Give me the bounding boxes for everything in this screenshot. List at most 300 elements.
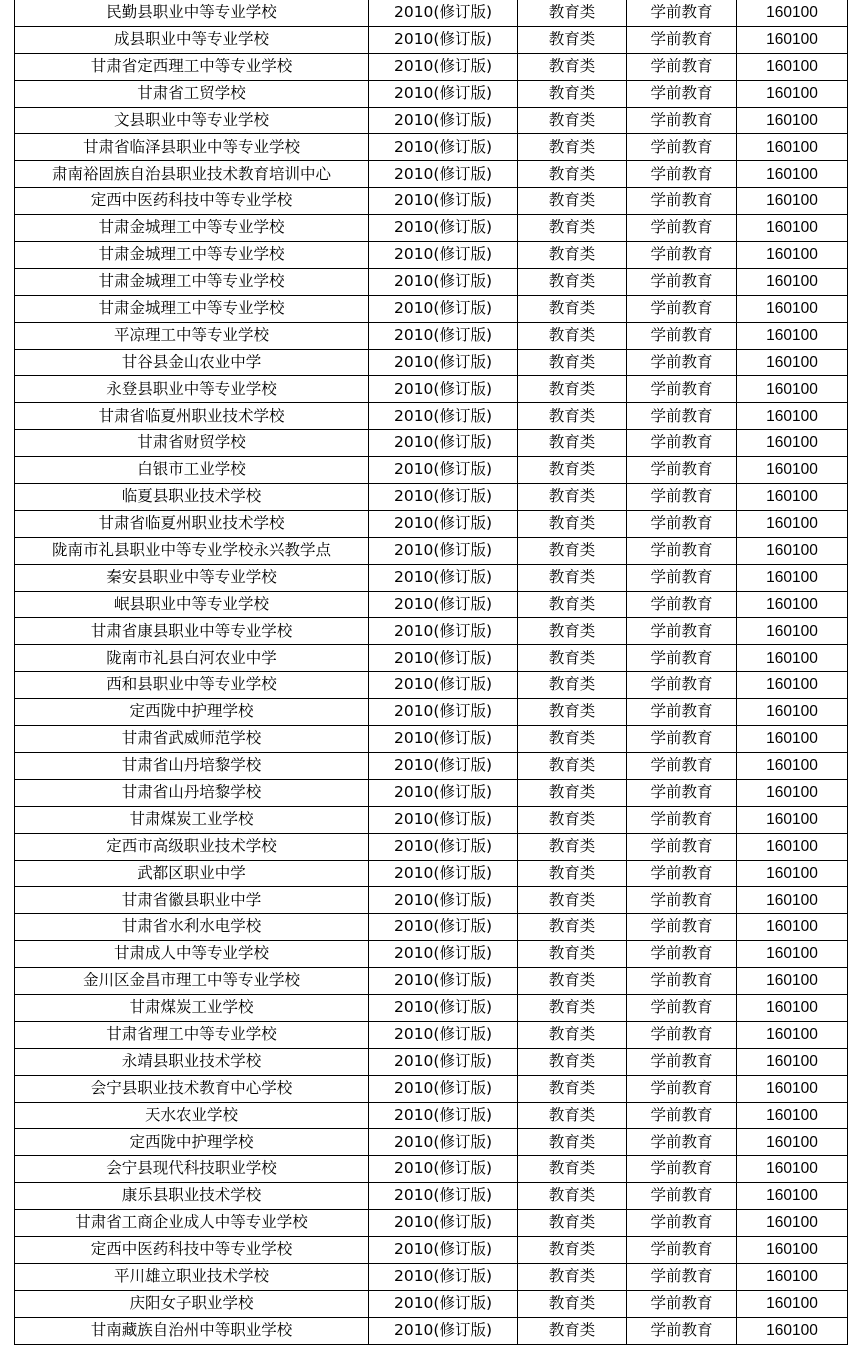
major-code-cell: 160100 xyxy=(737,726,848,753)
major-category-cell: 教育类 xyxy=(518,430,627,457)
school-name-cell: 定西陇中护理学校 xyxy=(15,699,369,726)
table-row xyxy=(15,1021,848,1048)
major-category-cell: 教育类 xyxy=(518,1129,627,1156)
major-name-cell: 学前教育 xyxy=(627,994,737,1021)
table-row xyxy=(15,1290,848,1317)
major-code-cell: 160100 xyxy=(737,1236,848,1263)
major-name-cell: 学前教育 xyxy=(627,833,737,860)
table-row xyxy=(15,941,848,968)
school-name-cell: 秦安县职业中等专业学校 xyxy=(15,564,369,591)
school-name-cell: 康乐县职业技术学校 xyxy=(15,1183,369,1210)
school-name-cell: 陇南市礼县白河农业中学 xyxy=(15,645,369,672)
major-category-cell: 教育类 xyxy=(518,618,627,645)
major-category-cell: 教育类 xyxy=(518,887,627,914)
major-code-cell: 160100 xyxy=(737,1290,848,1317)
major-code-cell: 160100 xyxy=(737,564,848,591)
major-name-cell: 学前教育 xyxy=(627,968,737,995)
table-row xyxy=(15,726,848,753)
major-code-cell: 160100 xyxy=(737,322,848,349)
table-row xyxy=(15,1102,848,1129)
major-code-cell: 160100 xyxy=(737,107,848,134)
major-category-cell: 教育类 xyxy=(518,268,627,295)
school-name-cell: 甘肃省工商企业成人中等专业学校 xyxy=(15,1210,369,1237)
school-name-cell: 甘谷县金山农业中学 xyxy=(15,349,369,376)
catalog-version-cell: 2010(修订版) xyxy=(369,887,518,914)
table-row xyxy=(15,457,848,484)
table-row xyxy=(15,1263,848,1290)
school-name-cell: 定西中医药科技中等专业学校 xyxy=(15,188,369,215)
major-code-cell: 160100 xyxy=(737,215,848,242)
catalog-version-cell: 2010(修订版) xyxy=(369,403,518,430)
table-row xyxy=(15,134,848,161)
major-name-cell: 学前教育 xyxy=(627,941,737,968)
school-name-cell: 金川区金昌市理工中等专业学校 xyxy=(15,968,369,995)
major-code-cell: 160100 xyxy=(737,53,848,80)
major-code-cell: 160100 xyxy=(737,26,848,53)
catalog-version-cell: 2010(修订版) xyxy=(369,242,518,269)
major-name-cell: 学前教育 xyxy=(627,618,737,645)
school-name-cell: 甘肃省临夏州职业技术学校 xyxy=(15,510,369,537)
school-name-cell: 甘肃省理工中等专业学校 xyxy=(15,1021,369,1048)
major-code-cell: 160100 xyxy=(737,1021,848,1048)
major-code-cell: 160100 xyxy=(737,618,848,645)
school-name-cell: 会宁县职业技术教育中心学校 xyxy=(15,1075,369,1102)
major-category-cell: 教育类 xyxy=(518,295,627,322)
major-code-cell: 160100 xyxy=(737,1210,848,1237)
major-code-cell: 160100 xyxy=(737,0,848,26)
catalog-version-cell: 2010(修订版) xyxy=(369,1156,518,1183)
major-category-cell: 教育类 xyxy=(518,457,627,484)
major-category-cell: 教育类 xyxy=(518,860,627,887)
catalog-version-cell: 2010(修订版) xyxy=(369,1236,518,1263)
major-name-cell: 学前教育 xyxy=(627,1290,737,1317)
major-category-cell: 教育类 xyxy=(518,914,627,941)
major-code-cell: 160100 xyxy=(737,430,848,457)
major-category-cell: 教育类 xyxy=(518,510,627,537)
major-name-cell: 学前教育 xyxy=(627,295,737,322)
table-row xyxy=(15,537,848,564)
catalog-version-cell: 2010(修订版) xyxy=(369,1263,518,1290)
major-name-cell: 学前教育 xyxy=(627,1183,737,1210)
major-code-cell: 160100 xyxy=(737,349,848,376)
major-name-cell: 学前教育 xyxy=(627,1317,737,1344)
major-category-cell: 教育类 xyxy=(518,1290,627,1317)
catalog-version-cell: 2010(修订版) xyxy=(369,349,518,376)
major-code-cell: 160100 xyxy=(737,134,848,161)
table-row xyxy=(15,349,848,376)
major-code-cell: 160100 xyxy=(737,779,848,806)
major-category-cell: 教育类 xyxy=(518,1156,627,1183)
major-code-cell: 160100 xyxy=(737,1048,848,1075)
school-name-cell: 陇南市礼县职业中等专业学校永兴教学点 xyxy=(15,537,369,564)
major-name-cell: 学前教育 xyxy=(627,1210,737,1237)
major-code-cell: 160100 xyxy=(737,188,848,215)
catalog-version-cell: 2010(修订版) xyxy=(369,215,518,242)
major-code-cell: 160100 xyxy=(737,994,848,1021)
catalog-version-cell: 2010(修订版) xyxy=(369,1075,518,1102)
school-name-cell: 平凉理工中等专业学校 xyxy=(15,322,369,349)
catalog-version-cell: 2010(修订版) xyxy=(369,994,518,1021)
major-category-cell: 教育类 xyxy=(518,941,627,968)
major-code-cell: 160100 xyxy=(737,403,848,430)
major-code-cell: 160100 xyxy=(737,242,848,269)
catalog-version-cell: 2010(修订版) xyxy=(369,779,518,806)
table-row xyxy=(15,268,848,295)
catalog-version-cell: 2010(修订版) xyxy=(369,860,518,887)
major-category-cell: 教育类 xyxy=(518,1021,627,1048)
major-category-cell: 教育类 xyxy=(518,699,627,726)
major-name-cell: 学前教育 xyxy=(627,1236,737,1263)
major-name-cell: 学前教育 xyxy=(627,860,737,887)
major-code-cell: 160100 xyxy=(737,806,848,833)
table-row xyxy=(15,26,848,53)
major-name-cell: 学前教育 xyxy=(627,349,737,376)
school-name-cell: 永靖县职业技术学校 xyxy=(15,1048,369,1075)
major-name-cell: 学前教育 xyxy=(627,699,737,726)
table-row xyxy=(15,215,848,242)
catalog-version-cell: 2010(修订版) xyxy=(369,1210,518,1237)
catalog-version-cell: 2010(修订版) xyxy=(369,806,518,833)
catalog-version-cell: 2010(修订版) xyxy=(369,591,518,618)
school-name-cell: 岷县职业中等专业学校 xyxy=(15,591,369,618)
major-name-cell: 学前教育 xyxy=(627,1102,737,1129)
table-row xyxy=(15,672,848,699)
table-row xyxy=(15,295,848,322)
school-name-cell: 武都区职业中学 xyxy=(15,860,369,887)
major-category-cell: 教育类 xyxy=(518,1263,627,1290)
catalog-version-cell: 2010(修订版) xyxy=(369,484,518,511)
school-name-cell: 甘肃省财贸学校 xyxy=(15,430,369,457)
catalog-version-cell: 2010(修订版) xyxy=(369,833,518,860)
major-name-cell: 学前教育 xyxy=(627,591,737,618)
school-name-cell: 甘肃省山丹培黎学校 xyxy=(15,779,369,806)
major-name-cell: 学前教育 xyxy=(627,26,737,53)
major-name-cell: 学前教育 xyxy=(627,0,737,26)
major-category-cell: 教育类 xyxy=(518,0,627,26)
catalog-version-cell: 2010(修订版) xyxy=(369,537,518,564)
school-major-table xyxy=(14,0,848,1345)
school-name-cell: 甘南藏族自治州中等职业学校 xyxy=(15,1317,369,1344)
major-code-cell: 160100 xyxy=(737,833,848,860)
table-row xyxy=(15,322,848,349)
major-name-cell: 学前教育 xyxy=(627,914,737,941)
major-code-cell: 160100 xyxy=(737,752,848,779)
school-name-cell: 定西市高级职业技术学校 xyxy=(15,833,369,860)
table-row xyxy=(15,1075,848,1102)
major-code-cell: 160100 xyxy=(737,268,848,295)
major-name-cell: 学前教育 xyxy=(627,779,737,806)
major-name-cell: 学前教育 xyxy=(627,188,737,215)
major-category-cell: 教育类 xyxy=(518,1210,627,1237)
catalog-version-cell: 2010(修订版) xyxy=(369,80,518,107)
catalog-version-cell: 2010(修订版) xyxy=(369,672,518,699)
table-row xyxy=(15,53,848,80)
major-code-cell: 160100 xyxy=(737,1129,848,1156)
major-name-cell: 学前教育 xyxy=(627,403,737,430)
major-name-cell: 学前教育 xyxy=(627,1021,737,1048)
school-name-cell: 定西陇中护理学校 xyxy=(15,1129,369,1156)
table-row xyxy=(15,806,848,833)
major-category-cell: 教育类 xyxy=(518,107,627,134)
school-name-cell: 定西中医药科技中等专业学校 xyxy=(15,1236,369,1263)
school-name-cell: 甘肃省水利水电学校 xyxy=(15,914,369,941)
catalog-version-cell: 2010(修订版) xyxy=(369,0,518,26)
table-row xyxy=(15,376,848,403)
school-name-cell: 甘肃煤炭工业学校 xyxy=(15,806,369,833)
major-name-cell: 学前教育 xyxy=(627,268,737,295)
school-name-cell: 甘肃省山丹培黎学校 xyxy=(15,752,369,779)
table-row xyxy=(15,645,848,672)
school-name-cell: 甘肃金城理工中等专业学校 xyxy=(15,268,369,295)
major-name-cell: 学前教育 xyxy=(627,457,737,484)
catalog-version-cell: 2010(修订版) xyxy=(369,1048,518,1075)
table-row xyxy=(15,188,848,215)
school-name-cell: 民勤县职业中等专业学校 xyxy=(15,0,369,26)
catalog-version-cell: 2010(修订版) xyxy=(369,564,518,591)
table-row xyxy=(15,699,848,726)
major-code-cell: 160100 xyxy=(737,1317,848,1344)
table-row xyxy=(15,242,848,269)
major-code-cell: 160100 xyxy=(737,887,848,914)
major-name-cell: 学前教育 xyxy=(627,1156,737,1183)
major-category-cell: 教育类 xyxy=(518,564,627,591)
major-name-cell: 学前教育 xyxy=(627,806,737,833)
major-category-cell: 教育类 xyxy=(518,645,627,672)
table-row xyxy=(15,887,848,914)
major-category-cell: 教育类 xyxy=(518,1317,627,1344)
major-category-cell: 教育类 xyxy=(518,833,627,860)
catalog-version-cell: 2010(修订版) xyxy=(369,268,518,295)
major-code-cell: 160100 xyxy=(737,510,848,537)
major-name-cell: 学前教育 xyxy=(627,215,737,242)
catalog-version-cell: 2010(修订版) xyxy=(369,107,518,134)
table-row xyxy=(15,107,848,134)
major-name-cell: 学前教育 xyxy=(627,430,737,457)
table-row xyxy=(15,564,848,591)
school-name-cell: 会宁县现代科技职业学校 xyxy=(15,1156,369,1183)
major-category-cell: 教育类 xyxy=(518,672,627,699)
school-name-cell: 天水农业学校 xyxy=(15,1102,369,1129)
catalog-version-cell: 2010(修订版) xyxy=(369,1129,518,1156)
catalog-version-cell: 2010(修订版) xyxy=(369,161,518,188)
table-row xyxy=(15,403,848,430)
major-category-cell: 教育类 xyxy=(518,80,627,107)
major-category-cell: 教育类 xyxy=(518,1236,627,1263)
major-category-cell: 教育类 xyxy=(518,53,627,80)
table-row xyxy=(15,1183,848,1210)
school-name-cell: 成县职业中等专业学校 xyxy=(15,26,369,53)
school-name-cell: 甘肃省工贸学校 xyxy=(15,80,369,107)
table-row xyxy=(15,430,848,457)
table-row xyxy=(15,994,848,1021)
school-name-cell: 平川雄立职业技术学校 xyxy=(15,1263,369,1290)
major-name-cell: 学前教育 xyxy=(627,672,737,699)
major-code-cell: 160100 xyxy=(737,1102,848,1129)
major-name-cell: 学前教育 xyxy=(627,645,737,672)
major-category-cell: 教育类 xyxy=(518,134,627,161)
table-row xyxy=(15,779,848,806)
table-row xyxy=(15,1317,848,1344)
major-category-cell: 教育类 xyxy=(518,779,627,806)
major-name-cell: 学前教育 xyxy=(627,1048,737,1075)
major-code-cell: 160100 xyxy=(737,457,848,484)
major-code-cell: 160100 xyxy=(737,914,848,941)
major-code-cell: 160100 xyxy=(737,968,848,995)
catalog-version-cell: 2010(修订版) xyxy=(369,295,518,322)
major-category-cell: 教育类 xyxy=(518,215,627,242)
school-name-cell: 肃南裕固族自治县职业技术教育培训中心 xyxy=(15,161,369,188)
major-name-cell: 学前教育 xyxy=(627,161,737,188)
catalog-version-cell: 2010(修订版) xyxy=(369,1102,518,1129)
school-name-cell: 西和县职业中等专业学校 xyxy=(15,672,369,699)
school-name-cell: 甘肃省康县职业中等专业学校 xyxy=(15,618,369,645)
major-name-cell: 学前教育 xyxy=(627,887,737,914)
catalog-version-cell: 2010(修订版) xyxy=(369,1183,518,1210)
major-category-cell: 教育类 xyxy=(518,968,627,995)
catalog-version-cell: 2010(修订版) xyxy=(369,1317,518,1344)
catalog-version-cell: 2010(修订版) xyxy=(369,510,518,537)
major-category-cell: 教育类 xyxy=(518,1183,627,1210)
major-code-cell: 160100 xyxy=(737,1075,848,1102)
major-category-cell: 教育类 xyxy=(518,188,627,215)
school-name-cell: 临夏县职业技术学校 xyxy=(15,484,369,511)
table-row xyxy=(15,914,848,941)
table-row xyxy=(15,1236,848,1263)
catalog-version-cell: 2010(修订版) xyxy=(369,914,518,941)
table-row xyxy=(15,860,848,887)
catalog-version-cell: 2010(修订版) xyxy=(369,752,518,779)
school-name-cell: 甘肃金城理工中等专业学校 xyxy=(15,242,369,269)
table-body xyxy=(15,0,848,1344)
major-category-cell: 教育类 xyxy=(518,242,627,269)
major-name-cell: 学前教育 xyxy=(627,1263,737,1290)
catalog-version-cell: 2010(修订版) xyxy=(369,699,518,726)
major-code-cell: 160100 xyxy=(737,537,848,564)
major-name-cell: 学前教育 xyxy=(627,726,737,753)
catalog-version-cell: 2010(修订版) xyxy=(369,322,518,349)
major-category-cell: 教育类 xyxy=(518,1102,627,1129)
catalog-version-cell: 2010(修订版) xyxy=(369,134,518,161)
catalog-version-cell: 2010(修订版) xyxy=(369,1290,518,1317)
table-row xyxy=(15,833,848,860)
major-name-cell: 学前教育 xyxy=(627,1075,737,1102)
table-row xyxy=(15,0,848,26)
catalog-version-cell: 2010(修订版) xyxy=(369,645,518,672)
major-category-cell: 教育类 xyxy=(518,484,627,511)
table-row xyxy=(15,1048,848,1075)
major-code-cell: 160100 xyxy=(737,645,848,672)
major-category-cell: 教育类 xyxy=(518,1075,627,1102)
major-category-cell: 教育类 xyxy=(518,376,627,403)
catalog-version-cell: 2010(修订版) xyxy=(369,430,518,457)
school-name-cell: 甘肃省徽县职业中学 xyxy=(15,887,369,914)
catalog-version-cell: 2010(修订版) xyxy=(369,188,518,215)
major-name-cell: 学前教育 xyxy=(627,484,737,511)
major-category-cell: 教育类 xyxy=(518,1048,627,1075)
major-code-cell: 160100 xyxy=(737,1183,848,1210)
school-name-cell: 甘肃煤炭工业学校 xyxy=(15,994,369,1021)
catalog-version-cell: 2010(修订版) xyxy=(369,968,518,995)
major-category-cell: 教育类 xyxy=(518,726,627,753)
major-name-cell: 学前教育 xyxy=(627,53,737,80)
major-name-cell: 学前教育 xyxy=(627,510,737,537)
school-name-cell: 甘肃金城理工中等专业学校 xyxy=(15,215,369,242)
major-category-cell: 教育类 xyxy=(518,349,627,376)
major-code-cell: 160100 xyxy=(737,591,848,618)
table-row xyxy=(15,80,848,107)
school-name-cell: 甘肃成人中等专业学校 xyxy=(15,941,369,968)
major-name-cell: 学前教育 xyxy=(627,376,737,403)
catalog-version-cell: 2010(修订版) xyxy=(369,1021,518,1048)
major-name-cell: 学前教育 xyxy=(627,537,737,564)
catalog-version-cell: 2010(修订版) xyxy=(369,53,518,80)
catalog-version-cell: 2010(修订版) xyxy=(369,457,518,484)
table-row xyxy=(15,484,848,511)
table-row xyxy=(15,591,848,618)
school-name-cell: 甘肃省临夏州职业技术学校 xyxy=(15,403,369,430)
major-category-cell: 教育类 xyxy=(518,537,627,564)
major-category-cell: 教育类 xyxy=(518,161,627,188)
table-row xyxy=(15,1156,848,1183)
major-name-cell: 学前教育 xyxy=(627,564,737,591)
major-category-cell: 教育类 xyxy=(518,591,627,618)
major-code-cell: 160100 xyxy=(737,1263,848,1290)
major-category-cell: 教育类 xyxy=(518,994,627,1021)
catalog-version-cell: 2010(修订版) xyxy=(369,618,518,645)
school-name-cell: 白银市工业学校 xyxy=(15,457,369,484)
table-row xyxy=(15,161,848,188)
major-code-cell: 160100 xyxy=(737,376,848,403)
catalog-version-cell: 2010(修订版) xyxy=(369,26,518,53)
major-category-cell: 教育类 xyxy=(518,806,627,833)
major-name-cell: 学前教育 xyxy=(627,242,737,269)
major-category-cell: 教育类 xyxy=(518,322,627,349)
table-row xyxy=(15,1129,848,1156)
major-code-cell: 160100 xyxy=(737,699,848,726)
table-row xyxy=(15,752,848,779)
major-name-cell: 学前教育 xyxy=(627,1129,737,1156)
major-name-cell: 学前教育 xyxy=(627,752,737,779)
major-category-cell: 教育类 xyxy=(518,752,627,779)
major-category-cell: 教育类 xyxy=(518,26,627,53)
school-name-cell: 甘肃省定西理工中等专业学校 xyxy=(15,53,369,80)
catalog-version-cell: 2010(修订版) xyxy=(369,941,518,968)
table-row xyxy=(15,510,848,537)
table-row xyxy=(15,1210,848,1237)
school-name-cell: 永登县职业中等专业学校 xyxy=(15,376,369,403)
school-name-cell: 甘肃省临泽县职业中等专业学校 xyxy=(15,134,369,161)
catalog-version-cell: 2010(修订版) xyxy=(369,726,518,753)
major-name-cell: 学前教育 xyxy=(627,134,737,161)
major-code-cell: 160100 xyxy=(737,672,848,699)
school-name-cell: 甘肃金城理工中等专业学校 xyxy=(15,295,369,322)
table-row xyxy=(15,618,848,645)
major-code-cell: 160100 xyxy=(737,80,848,107)
major-category-cell: 教育类 xyxy=(518,403,627,430)
school-name-cell: 文县职业中等专业学校 xyxy=(15,107,369,134)
major-code-cell: 160100 xyxy=(737,295,848,322)
major-name-cell: 学前教育 xyxy=(627,80,737,107)
major-code-cell: 160100 xyxy=(737,860,848,887)
major-code-cell: 160100 xyxy=(737,484,848,511)
table-row xyxy=(15,968,848,995)
major-name-cell: 学前教育 xyxy=(627,107,737,134)
school-name-cell: 甘肃省武威师范学校 xyxy=(15,726,369,753)
school-name-cell: 庆阳女子职业学校 xyxy=(15,1290,369,1317)
major-name-cell: 学前教育 xyxy=(627,322,737,349)
major-code-cell: 160100 xyxy=(737,1156,848,1183)
major-code-cell: 160100 xyxy=(737,161,848,188)
